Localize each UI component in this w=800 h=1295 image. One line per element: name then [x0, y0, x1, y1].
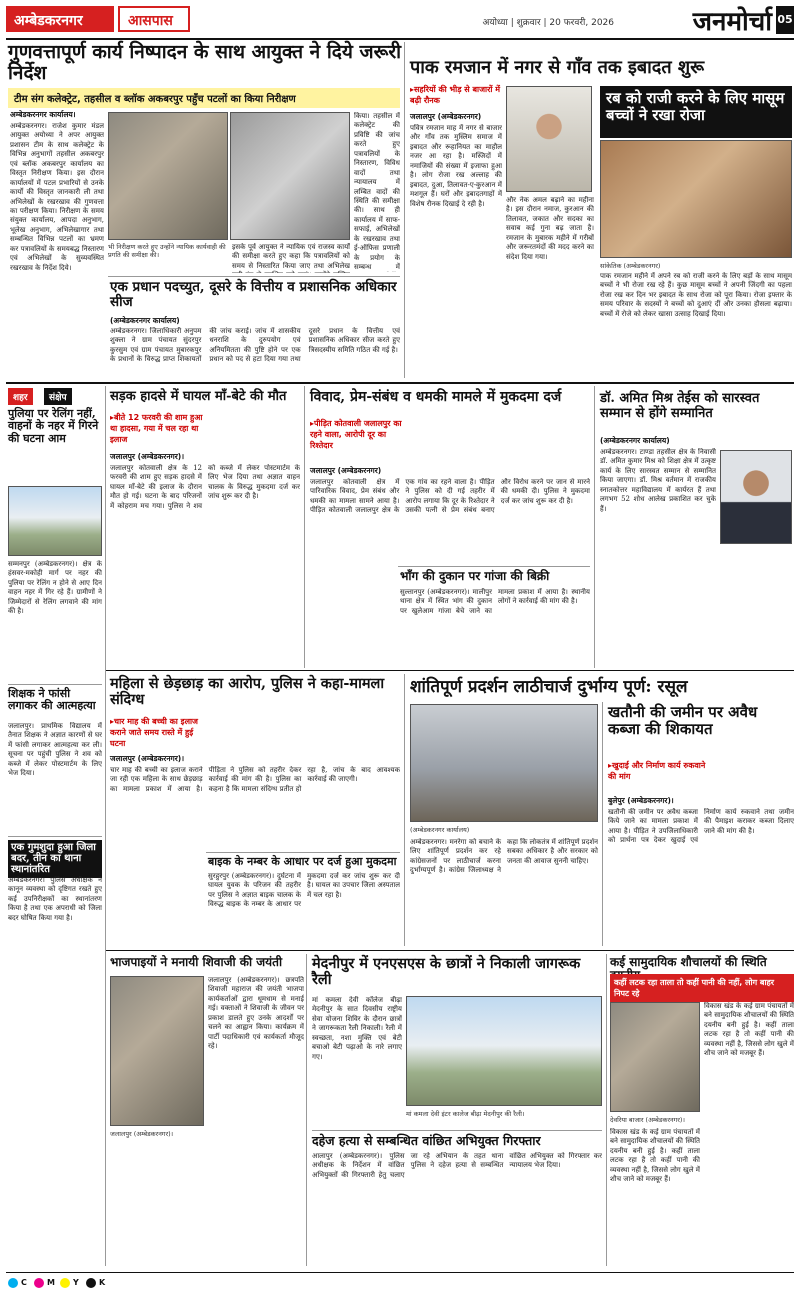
section-tag-district: अम्बेडकरनगर: [6, 6, 114, 32]
vivad-headline: विवाद, प्रेम-संबंध व धमकी मामले में मुकदमा दर्ज: [310, 389, 562, 405]
amit-body: अम्बेडकरनगर। टाण्डा तहसील क्षेत्र के निवासी डॉ. अमित कुमार मिश्र को शिक्षा क्षेत्र में उत्कृष्ट कार्य के लिए सारस्वत सम्मान से सम्मानित किया जाएगा। डॉ. मिश्र वर्तमान में राजकीय स्नातकोत्तर महाविद्यालय में कार्यरत हैं तथा लगभग 52 शोध आलेख प्रकाशित कर चुके हैं।: [600, 448, 716, 513]
lead-body-col1: अम्बेडकरनगर। राजेश कुमार मंडल आयुक्त अयोध्या ने अपर आयुक्त प्रशासन टीम के साथ कलेक्ट्रेट के विभिन्न अनुभागों तहसील अकबरपुर एवं ब्लॉक अकबरपुर कार्यालय का विस्तृत निरीक्षण किया। इस दौरान कार्यालयों में पटल प्रभारियों से उनके कार्यों की विस्तृत जानकारी ली तथा अभिलेखों के रखरखाव की गुणवत्ता का परीक्षण किया। निरीक्षण के समय संयुक्त कार्यालय, आपदा अनुभाग, भूलेख अनुभाग, अभिलेखागार तथा सम्बन्धित विभिन्न पटलों का भ्रमण कर पत्रावलियों के समयबद्ध निस्तारण एवं अभिलेखों के सुव्यवस्थित रखरखाव के निर्देश दिये।: [10, 122, 104, 272]
dahej-headline: दहेज हत्या से सम्बन्धित वांछित अभियुक्त गिरफ्तार: [312, 1133, 541, 1148]
masthead: [6, 6, 794, 36]
lead-photo-1: [108, 112, 228, 240]
nss-body: मां कमला देवी कॉलेज बीढ़ा मेदनीपुर के सात दिवसीय राष्ट्रीय सेवा योजना शिविर के दौरान छात्रों ने जागरूकता रैली निकाली। रैली में स्वच्छता, नशा मुक्ति एवं बेटी बचाओ बेटी पढ़ाओ के नारे लगाए गए।: [312, 996, 402, 1061]
ramzan-headline: पाक रमजान में नगर से गाँव तक इबादत शुरू: [410, 57, 705, 78]
sankshep-item3-body: अम्बेडकरनगर। पुलिस अधीक्षक ने कानून व्यवस्था को दृष्टिगत रखते हुए कई उपनिरीक्षकों का स्थानांतरण किया है तथा एक अपराधी को जिला बदर घोषित किया गया है।: [8, 876, 102, 922]
sankshep-item1-headline: पुलिया पर रेलिंग नहीं, वाहनों के नहर में गिरने की घटना आम: [8, 407, 99, 445]
nss-caption: मां कमला देवी इंटर कालेज बीढ़ा मेदनीपुर की रैली।: [406, 1110, 525, 1118]
lead-body-col3: किया। तहसील में कलेक्ट्रेट की प्रविष्टि की जांच करते हुए पत्रावलियों के निस्तारण, विविध वादों तथा न्यायालय में लम्बित वादों की स्थिति की समीक्षा की। साथ ही कार्यालय में साफ-सफाई, अभिलेखों के रखरखाव तथा ई-ऑफिस प्रणाली के प्रयोग के सम्बन्ध में: [354, 112, 400, 271]
shanti-caption: (अम्बेडकरनगर कार्यालय): [410, 826, 470, 834]
sankshep-item1-body: सम्मनपुर (अम्बेडकरनगर)। क्षेत्र के हंसवर-मकोही मार्ग पर नहर की पुलिया पर रेलिंग न होने से आए दिन वाहन नहर में गिर रहे हैं। ग्रामीणों ने जिम्मेदारों से रेलिंग लगवाने की मांग की है।: [8, 560, 102, 616]
khatoni-kicker: ▸ खुदाई और निर्माण कार्य रुकवाने की मांग: [608, 760, 708, 782]
shauch-photo: [610, 1002, 700, 1112]
sankshep-tag-city: शहर: [8, 388, 33, 405]
shanti-headline: शांतिपूर्ण प्रदर्शन लाठीचार्ज दुर्भाग्य पूर्ण: रसूल: [410, 677, 688, 697]
lead-headline: गुणवत्तापूर्ण कार्य निष्पादन के साथ आयुक्त ने दिये जरूरी निर्देश: [8, 41, 402, 85]
dahej-body: आलापुर (अम्बेडकरनगर)। पुलिस अधीक्षक के निर्देशन में वांछित अभियुक्तों की गिरफ्तारी हेतु चलाए जा रहे अभियान के तहत थाना पुलिस ने दहेज हत्या से सम्बन्धित वांछित अभियुक्त को गिरफ्तार कर न्यायालय भेज दिया।: [312, 1152, 602, 1179]
khatoni-byline: बुलेपुर (अम्बेडकरनगर)।: [608, 796, 674, 805]
accident-body: जलालपुर कोतवाली क्षेत्र के 12 फरवरी की शाम हुए सड़क हादसे में घायल माँ-बेटे की इलाज के दौरान मौत हो गई। घटना के बाद परिजनों में कोहराम मच गया। पुलिस ने शव को कब्जे में लेकर पोस्टमार्टम के लिए भेज दिया तथा अज्ञात वाहन चालक के विरुद्ध मुकदमा दर्ज कर जांच शुरू कर दी है।: [110, 464, 300, 510]
roza-caption: सांकेतिक (अम्बेडकरनगर): [600, 262, 661, 270]
bhang-body: सुल्तानपुर (अम्बेडकरनगर)। मालीपुर थाना क्षेत्र में स्थित भांग की दुकान पर खुलेआम गांजा बेचे जाने का मामला प्रकाश में आया है। स्थानीय लोगों ने कार्रवाई की मांग की है।: [400, 588, 590, 615]
ramzan-portrait-photo: [506, 86, 592, 192]
chhed-byline: जलालपुर (अम्बेडकरनगर)।: [110, 754, 185, 763]
shanti-body: अम्बेडकरनगर। मनरेगा को बचाने के लिए शांतिपूर्ण प्रदर्शन कर रहे कांग्रेसजनों पर लाठीचार्ज करना दुर्भाग्यपूर्ण है। कांग्रेस जिलाध्यक्ष ने कहा कि लोकतंत्र में शांतिपूर्ण प्रदर्शन सबका अधिकार है और सरकार को जनता की आवाज सुननी चाहिए।: [410, 838, 598, 875]
ramzan-body: पवित्र रमजान माह में नगर से बाजार और गाँव तक मुस्लिम समाज में इबादत और रूहानियत का माहौल नजर आ रहा है। मस्जिदों में नमाजियों की संख्या में इजाफा हुआ है। लोग रोजा रख अल्लाह की इबादत, दुआ, तिलावत-ए-कुरआन में मशगूल हैं। घरों और इबादतगाहों में विशेष रौनक दिखाई दे रही है।: [410, 124, 502, 208]
chhed-headline: महिला से छेड़छाड़ का आरोप, पुलिस ने कहा-मामला संदिग्ध: [110, 675, 385, 709]
shanti-photo: [410, 704, 598, 822]
bhang-headline: भाँग की दुकान पर गांजा की बिक्री: [400, 569, 550, 583]
black-mark: [86, 1278, 96, 1288]
amit-byline: (अम्बेडकरनगर कार्यालय): [600, 436, 670, 445]
roza-body: पाक रमजान महीने में अपने रब को राजी करने के लिए बड़ों के साथ मासूम बच्चों ने भी रोजा रख रहे हैं। कुछ मासूम बच्चों ने अपनी जिंदगी का पहला रोजा रख कर दिन भर इबादत के साथ रोजा को पूरा किया। रोजा इफ्तार के समय परिवार के सदस्यों ने बच्चों को दुआएं दीं और उनका हौसला बढ़ाया। बच्चों में रोजे को लेकर खासा उत्साह दिखाई दिया।: [600, 272, 792, 318]
section-tag-nearby: आसपास: [118, 6, 190, 32]
ramzan-kicker: ▸ सहरियों की भीड़ से बाजारों में बढ़ी रौनक: [410, 84, 506, 106]
vivad-kicker: ▸ पीड़ित कोतवाली जलालपुर का रहने वाला, आरोपी दूर का रिश्तेदार: [310, 418, 402, 451]
vivad-byline: जलालपुर (अम्बेडकरनगर): [310, 466, 382, 475]
accident-headline: सड़क हादसे में घायल माँ-बेटे की मौत: [110, 389, 287, 404]
sankshep-header: [8, 388, 102, 404]
shauch-body-2: विकास खंड के कई ग्राम पंचायतों में बने सामुदायिक शौचालयों की स्थिति दयनीय बनी हुई है। कहीं ताला लटक रहा है तो कहीं पानी की व्यवस्था नहीं है, जिससे लोग खुले में शौच जाने को मजबूर हैं।: [704, 1002, 794, 1058]
accident-byline: जलालपुर (अम्बेडकरनगर)।: [110, 452, 185, 461]
khatoni-body: खतौनी की जमीन पर अवैध कब्जा किये जाने का मामला प्रकाश में आया है। पीड़ित ने उपजिलाधिकारी को प्रार्थना पत्र देकर खुदाई एवं निर्माण कार्य रुकवाने तथा जमीन की पैमाइश कराकर कब्जा दिलाए जाने की मांग की है।: [608, 808, 794, 845]
black-mark-label: K: [99, 1278, 106, 1287]
sankshep-item3-headline: एक गुमशुदा हुआ जिला बदर, तीन का थाना स्थानांतरित: [8, 840, 102, 878]
newspaper-brand: जनमोर्चा: [692, 7, 772, 37]
shauch-body: विकास खंड के कई ग्राम पंचायतों में बने सामुदायिक शौचालयों की स्थिति दयनीय बनी हुई है। कहीं ताला लटक रहा है तो कहीं पानी की व्यवस्था नहीं है, जिससे लोग खुले में शौच जाने को मजबूर हैं।: [610, 1128, 700, 1184]
page-number: 05: [776, 6, 794, 34]
chhed-body: चार माह की बच्ची का इलाज कराने जा रही एक महिला के साथ छेड़छाड़ का मामला प्रकाश में आया है। पीड़िता ने पुलिस को तहरीर देकर कार्रवाई की मांग की है। पुलिस का कहना है कि मामला संदिग्ध प्रतीत हो रहा है, जांच के बाद आवश्यक कार्रवाई की जाएगी।: [110, 766, 400, 793]
yellow-mark-label: Y: [73, 1278, 79, 1287]
sankshep-tag-brief: संक्षेप: [44, 388, 72, 405]
lead-caption: भी निरीक्षण करते हुए उन्होंने न्यायिक कार्यवाही की प्रगति की समीक्षा की।: [108, 243, 226, 260]
masthead-rule: [6, 38, 794, 40]
magenta-mark-label: M: [47, 1278, 55, 1287]
pradhan-headline: एक प्रधान पदच्युत, दूसरे के वित्तीय व प्रशासनिक अधिकार सीज: [110, 279, 397, 311]
amit-portrait-photo: [720, 450, 792, 544]
khatoni-headline: खतौनी की जमीन पर अवैध कब्जा की शिकायत: [608, 703, 758, 738]
amit-headline: डॉ. अमित मिश्र तेईस को सारस्वत सम्मान से होंगे सम्मानित: [600, 391, 760, 421]
sankshep-item2-body: जलालपुर। प्राथमिक विद्यालय में तैनात शिक्षक ने अज्ञात कारणों से घर में फांसी लगाकर आत्महत्या कर ली। सूचना पर पहुंची पुलिस ने शव को कब्जे में लेकर पोस्टमार्टम के लिए भेज दिया।: [8, 722, 102, 778]
lead-subhead: टीम संग कलेक्ट्रेट, तहसील व ब्लॉक अकबरपुर पहुँच पटलों का किया निरीक्षण: [8, 88, 400, 108]
baik-body: सुरहुरपुर (अम्बेडकरनगर)। दुर्घटना में घायल युवक के परिजन की तहरीर पर पुलिस ने अज्ञात बाइक चालक के विरुद्ध बाइक के नम्बर के आधार पर मुकदमा दर्ज कर जांच शुरू कर दी है। घायल का उपचार जिला अस्पताल में चल रहा है।: [208, 872, 400, 909]
vivad-body: जलालपुर कोतवाली क्षेत्र में पारिवारिक विवाद, प्रेम संबंध और धमकी का मामला सामने आया है। पीड़ित कोतवाली जलालपुर क्षेत्र के एक गांव का रहने वाला है। पीड़ित ने पुलिस को दी गई तहरीर में आरोप लगाया कि दूर के रिश्तेदार ने उसकी पत्नी से प्रेम संबंध बनाए और विरोध करने पर जान से मारने की धमकी दी। पुलिस ने मुकदमा दर्ज कर जांच शुरू कर दी है।: [310, 478, 590, 515]
registration-marks: [8, 1278, 128, 1290]
ramzan-byline: जलालपुर (अम्बेडकरनगर): [410, 112, 482, 121]
shivaji-body: जलालपुर (अम्बेडकरनगर)। छत्रपति शिवाजी महाराज की जयंती भाजपा कार्यकर्ताओं द्वारा धूमधाम से मनाई गई। वक्ताओं ने शिवाजी के जीवन पर प्रकाश डालते हुए उनके आदर्शों पर चलने का आह्वान किया। कार्यक्रम में पार्टी पदाधिकारी एवं कार्यकर्ता मौजूद रहे।: [208, 976, 304, 1051]
nss-photo: [406, 996, 602, 1106]
accident-kicker: ▸ बीते 12 फरवरी की शाम हुआ था हादसा, गया में चल रहा था इलाज: [110, 412, 210, 445]
ramzan-body-2: और नेक अमल बढ़ाने का महीना है। इस दौरान नमाज, कुरआन की तिलावत, जकात और सदका का सवाब कई गुना बढ़ जाता है। रमजान के मुबारक महीने में गरीबों और जरूरतमंदों की मदद करने का संदेश दिया गया।: [506, 196, 594, 261]
shivaji-headline: भाजपाइयों ने मनायी शिवाजी की जयंती: [110, 955, 283, 969]
cyan-mark-label: C: [21, 1278, 27, 1287]
dateline: अयोध्या | शुक्रवार | 20 फरवरी, 2026: [482, 18, 614, 28]
lead-photo-2: [230, 112, 350, 240]
roza-headline: रब को राजी करने के लिए मासूम बच्चों ने रखा रोजा: [600, 86, 792, 138]
baik-headline: बाइक के नम्बर के आधार पर दर्ज हुआ मुकदमा: [208, 855, 397, 868]
lead-body-col2: इसके पूर्व आयुक्त ने न्यायिक एवं राजस्व कार्यों की समीक्षा करते हुए कहा कि पत्रावलियों को समय से निस्तारित किया जाए तथा अभिलेख: [232, 243, 350, 270]
chhed-kicker: ▸ चार माह की बच्ची का इलाज कराने जाते समय रास्ते में हुई घटना: [110, 716, 206, 749]
nss-headline: मेदनीपुर में एनएसएस के छात्रों ने निकाली जागरूक रैली: [312, 955, 581, 989]
lead-byline: अम्बेडकरनगर कार्यालय।: [10, 110, 76, 119]
sankshep-item2-headline: शिक्षक ने फांसी लगाकर की आत्महत्या: [8, 687, 96, 713]
shauch-kicker: कहीं लटक रहा ताला तो कहीं पानी की नहीं, लोग बाहर निपट रहे: [610, 974, 794, 1002]
roza-photo: [600, 140, 792, 258]
shivaji-caption: जलालपुर (अम्बेडकरनगर)।: [110, 1130, 174, 1138]
shauch-caption: देवरिया बाजार (अम्बेडकरनगर)।: [610, 1116, 685, 1124]
shauch-headline: कई सामुदायिक शौचालयों की स्थिति: [610, 955, 767, 969]
pradhan-byline: (अम्बेडकरनगर कार्यालय): [110, 316, 180, 325]
pradhan-body: अम्बेडकरनगर। जिलाधिकारी अनुपम शुक्ला ने ग्राम पंचायत सुंदरपुर कुरसुम एवं ग्राम पंचायत मुबारकपुर के प्रधानों के विरुद्ध प्राप्त शिकायतों की जांच कराई। जांच में शासकीय धनराशि के दुरुपयोग एवं अनियमितता की पुष्टि होने पर एक प्रधान को पद से हटा दिया गया तथा दूसरे प्रधान के वित्तीय एवं प्रशासनिक अधिकार सीज करते हुए त्रिसदस्यीय समिति गठित की गई है।: [110, 327, 400, 364]
yellow-mark: [60, 1278, 70, 1288]
shivaji-photo: [110, 976, 204, 1126]
cyan-mark: [8, 1278, 18, 1288]
culvert-photo: [8, 486, 102, 556]
magenta-mark: [34, 1278, 44, 1288]
